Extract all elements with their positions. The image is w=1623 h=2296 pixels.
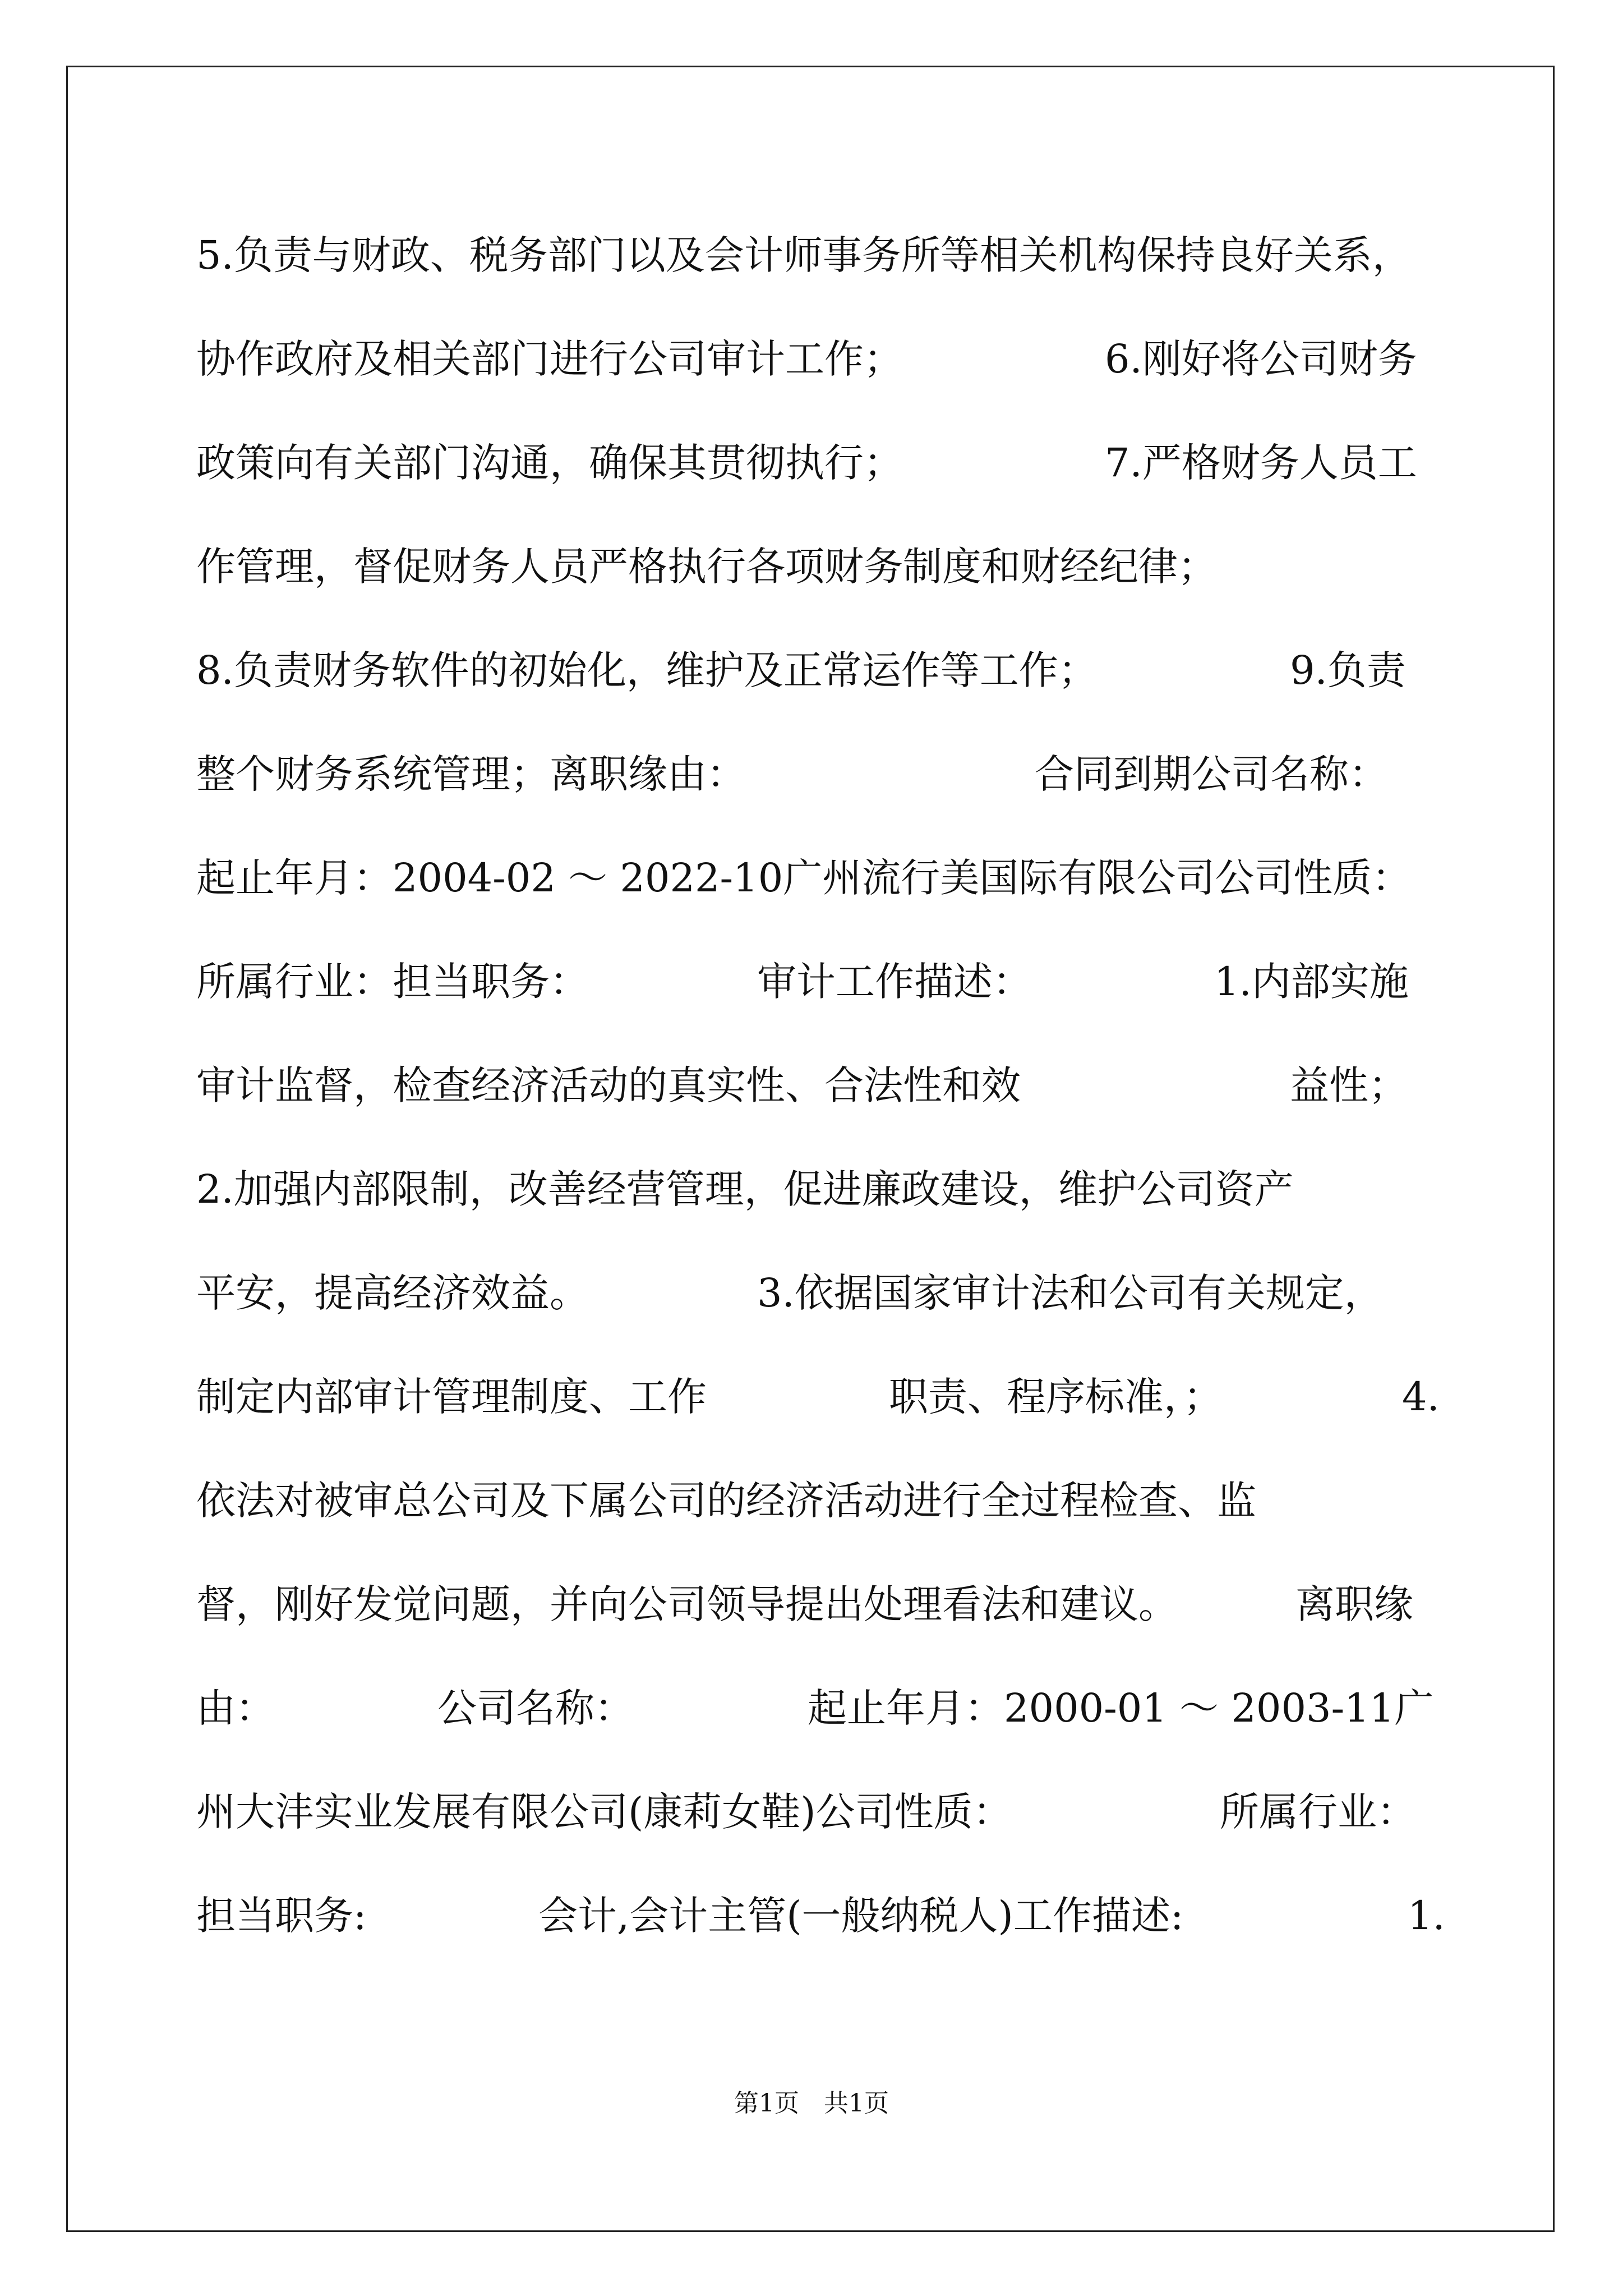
text-segment: 4. (1402, 1374, 1440, 1420)
text-line (196, 227, 1441, 283)
text-segment: 9.负责 (1290, 647, 1406, 693)
text-line (196, 954, 1441, 1010)
text-line (196, 1784, 1441, 1840)
text-segment: 由： (196, 1685, 275, 1731)
text-line (196, 642, 1441, 698)
text-segment: 审计监督，检查经济活动的真实性、合法性和效 (196, 1062, 1021, 1108)
text-segment: 公司名称： (437, 1685, 634, 1731)
text-segment: 3.依据国家审计法和公司有关规定， (757, 1270, 1384, 1316)
text-segment: 平安，提高经济效益。 (196, 1270, 589, 1316)
text-segment: 8.负责财务软件的初始化，维护及正常运作等工作； (196, 647, 1098, 693)
text-segment: 合同到期公司名称： (1035, 751, 1388, 797)
text-line (196, 1161, 1441, 1217)
text-line (196, 1265, 1441, 1321)
text-segment: 1.内部实施 (1214, 959, 1409, 1005)
text-line (196, 539, 1441, 595)
text-segment: 益性； (1290, 1062, 1408, 1108)
text-segment: 制定内部审计管理制度、工作 (196, 1374, 707, 1420)
text-line (196, 1057, 1441, 1114)
text-line (196, 1888, 1445, 1944)
text-line (196, 1576, 1441, 1632)
text-line (196, 435, 1441, 491)
text-segment: 会计,会计主管(一般纳税人)工作描述: (538, 1893, 1184, 1939)
text-line (196, 1369, 1441, 1425)
text-segment: 整个财务系统管理；离职缘由： (196, 751, 746, 797)
text-segment: 依法对被审总公司及下属公司的经济活动进行全过程检查、监 (196, 1478, 1256, 1524)
text-segment: 督，刚好发觉问题，并向公司领导提出处理看法和建议。 (196, 1581, 1178, 1627)
text-segment: 作管理，督促财务人员严格执行各项财务制度和财经纪律； (196, 544, 1217, 590)
text-segment: 职责、程序标准，； (889, 1374, 1223, 1420)
text-line (196, 331, 1441, 387)
text-segment: 7.严格财务人员工 (1105, 440, 1417, 486)
text-segment: 起止年月：2000-01 ～ 2003-11广 (808, 1685, 1434, 1731)
text-segment: 担当职务: (196, 1893, 367, 1939)
text-segment: 5.负责与财政、税务部门以及会计师事务所等相关机构保持良好关系， (196, 232, 1412, 278)
text-line (196, 1680, 1441, 1736)
text-segment: 所属行业： (1220, 1789, 1416, 1835)
text-line (196, 1473, 1441, 1529)
page-footer: 第1页 共1页 (734, 2089, 889, 2118)
text-line (196, 746, 1441, 802)
text-line (196, 850, 1441, 906)
text-segment: 政策向有关部门沟通，确保其贯彻执行； (196, 440, 903, 486)
text-segment: 6.刚好将公司财务 (1105, 336, 1417, 382)
text-segment: 协作政府及相关部门进行公司审计工作； (196, 336, 903, 382)
text-segment: 2.加强内部限制，改善经营管理，促进廉政建设，维护公司资产 (196, 1166, 1294, 1212)
text-segment: 离职缘 (1295, 1581, 1413, 1627)
text-segment: 起止年月：2004-02 ～ 2022-10广州流行美国际有限公司公司性质： (196, 855, 1412, 901)
text-segment: 审计工作描述： (757, 959, 1032, 1005)
text-segment: 所属行业：担当职务： (196, 959, 589, 1005)
text-segment: 州大沣实业发展有限公司(康莉女鞋)公司性质： (196, 1789, 1012, 1835)
text-segment: 1. (1408, 1893, 1445, 1939)
